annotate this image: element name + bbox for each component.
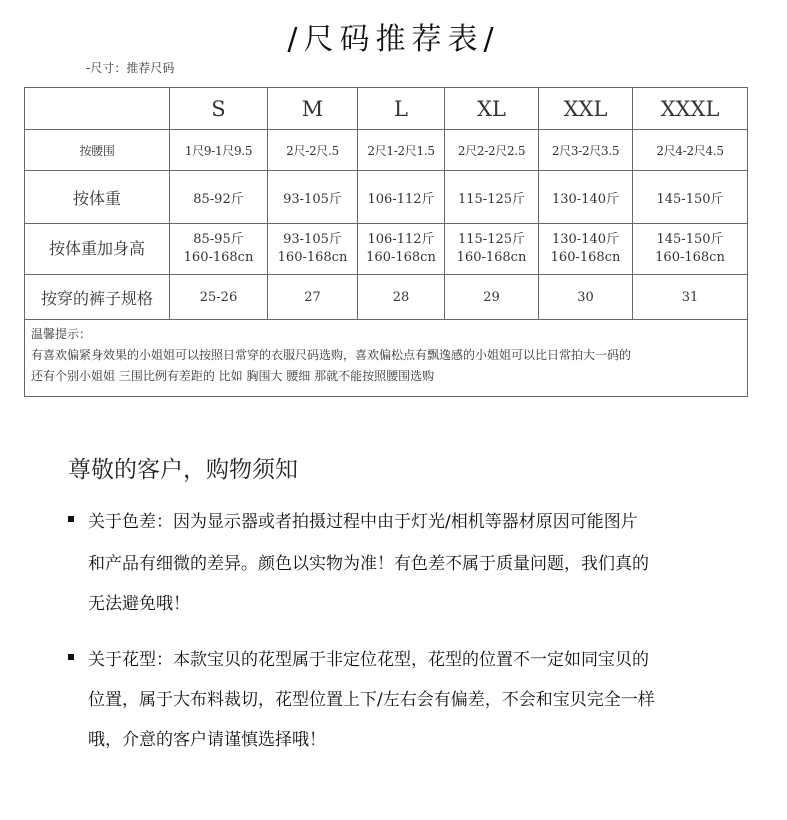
cell-height: 160-168cn	[183, 250, 254, 265]
table-cell: 145-150斤	[633, 171, 748, 224]
cell-weight: 85-95斤	[193, 232, 244, 247]
table-cell	[539, 224, 633, 275]
table-cell: 106-112斤	[358, 171, 445, 224]
table-cell: 115-125斤	[445, 171, 539, 224]
row-label-weight: 按体重	[25, 171, 170, 224]
table-cell	[170, 224, 268, 275]
note-line: 有喜欢偏紧身效果的小姐姐可以按照日常穿的衣服尺码选购，喜欢偏松点有飘逸感的小姐姐可以比日常拍大一码的	[31, 348, 632, 362]
notice-line: 关于花型：本款宝贝的花型属于非定位花型，花型的位置不一定如同宝贝的	[88, 650, 649, 670]
table-cell: 2尺3-2尺3.5	[539, 130, 633, 171]
column-header-s: S	[170, 88, 268, 130]
notice-line: 哦，介意的客户请谨慎选择哦！	[88, 730, 326, 750]
row-label-weight-height: 按体重加身高	[25, 224, 170, 275]
cell-height: 160-168cn	[550, 250, 621, 265]
size-table	[24, 87, 748, 397]
column-header-l: L	[358, 88, 445, 130]
notice-title: 尊敬的客户，购物须知	[68, 457, 298, 483]
cell-height: 160-168cn	[655, 250, 725, 265]
bullet-square-icon	[68, 654, 74, 660]
row-label-pants-size: 按穿的裤子规格	[25, 275, 170, 320]
table-cell: 2尺1-2尺1.5	[358, 130, 445, 171]
table-cell: 2尺4-2尺4.5	[633, 130, 748, 171]
table-cell: 2尺2-2尺2.5	[445, 130, 539, 171]
bullet-square-icon	[68, 516, 74, 522]
table-cell	[633, 224, 748, 275]
cell-weight: 93-105斤	[283, 232, 342, 247]
subtitle: -尺寸：推荐尺码	[86, 61, 175, 75]
table-cell: 31	[633, 275, 748, 320]
cell-weight: 130-140斤	[551, 232, 620, 247]
note-heading: 温馨提示：	[31, 327, 92, 341]
table-header-row	[25, 88, 748, 130]
size-note	[25, 320, 748, 397]
table-row-weight-height	[25, 224, 748, 275]
column-header-m: M	[268, 88, 358, 130]
notice-line: 和产品有细微的差异。颜色以实物为准！有色差不属于质量问题，我们真的	[88, 554, 649, 574]
cell-height: 160-168cn	[366, 250, 436, 265]
table-row-weight	[25, 171, 748, 224]
table-cell	[358, 224, 445, 275]
page-title: /尺码推荐表/	[287, 22, 500, 57]
table-row-waist	[25, 130, 748, 171]
table-cell: 25-26	[170, 275, 268, 320]
table-corner	[25, 88, 170, 130]
column-header-xxxl: XXXL	[633, 88, 748, 130]
table-cell: 2尺-2尺.5	[268, 130, 358, 171]
table-cell: 85-92斤	[170, 171, 268, 224]
notice-line: 无法避免哦！	[88, 594, 190, 614]
table-cell: 29	[445, 275, 539, 320]
table-cell: 27	[268, 275, 358, 320]
table-cell	[268, 224, 358, 275]
cell-weight: 145-150斤	[656, 232, 724, 247]
cell-height: 160-168cn	[456, 250, 527, 265]
cell-height: 160-168cn	[277, 250, 348, 265]
table-cell: 28	[358, 275, 445, 320]
table-cell: 1尺9-1尺9.5	[170, 130, 268, 171]
column-header-xl: XL	[445, 88, 539, 130]
table-cell: 30	[539, 275, 633, 320]
column-header-xxl: XXL	[539, 88, 633, 130]
table-note-row	[25, 320, 748, 397]
cell-weight: 115-125斤	[457, 232, 526, 247]
table-cell: 93-105斤	[268, 171, 358, 224]
row-label-waist: 按腰围	[25, 130, 170, 171]
notice-line: 位置，属于大布料裁切，花型位置上下/左右会有偏差，不会和宝贝完全一样	[88, 690, 655, 710]
notice-line: 关于色差：因为显示器或者拍摄过程中由于灯光/相机等器材原因可能图片	[88, 512, 638, 532]
table-cell	[445, 224, 539, 275]
note-line: 还有个别小姐姐 三围比例有差距的 比如 胸围大 腰细 那就不能按照腰围选购	[31, 369, 435, 383]
cell-weight: 106-112斤	[367, 232, 435, 247]
table-cell: 130-140斤	[539, 171, 633, 224]
table-row-pants-size	[25, 275, 748, 320]
